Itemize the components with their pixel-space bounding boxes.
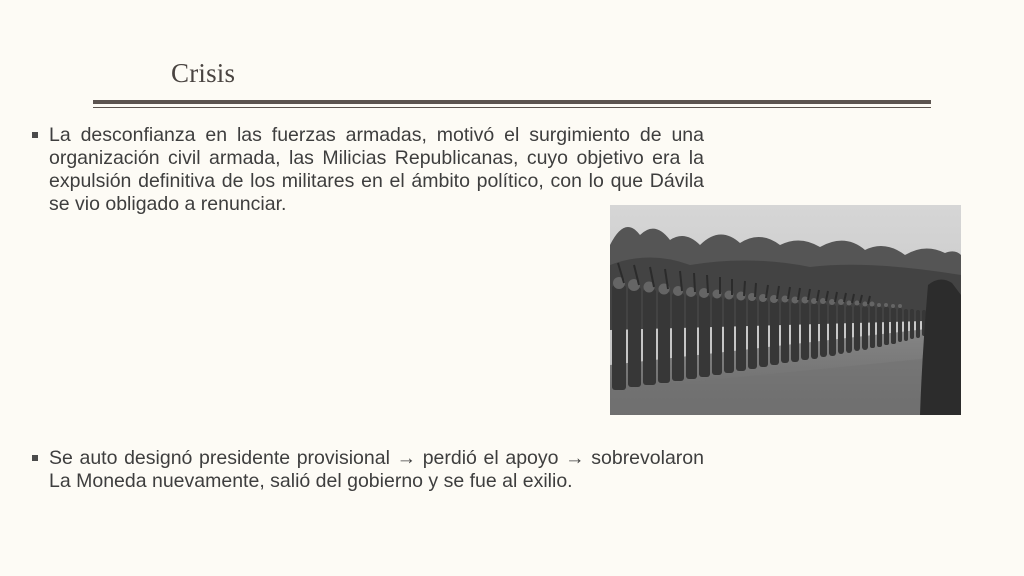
- bullet-item: [32, 124, 704, 216]
- bullet-text: La desconfianza en las fuerzas armadas, motivó el surgimiento de una organización civil armada, las Milicias Republicanas, cuyo objetivo era la expulsión definitiva de los militares en el ámbito político, con lo que Dávila se vio obligado a renunciar.: [49, 124, 704, 215]
- bullet-item: [32, 447, 704, 493]
- bullet-square-icon: [32, 132, 38, 138]
- bullet-text: Se auto designó presidente provisional → perdió el apoyo → sobrevolaron La Moneda nuevamente, salió del gobierno y se fue al exilio.: [49, 447, 704, 492]
- title-divider-thin: [93, 107, 931, 108]
- title-divider-thick: [93, 100, 931, 104]
- slide-title: Crisis: [171, 58, 236, 88]
- militia-photo: [610, 205, 961, 415]
- bullet-square-icon: [32, 455, 38, 461]
